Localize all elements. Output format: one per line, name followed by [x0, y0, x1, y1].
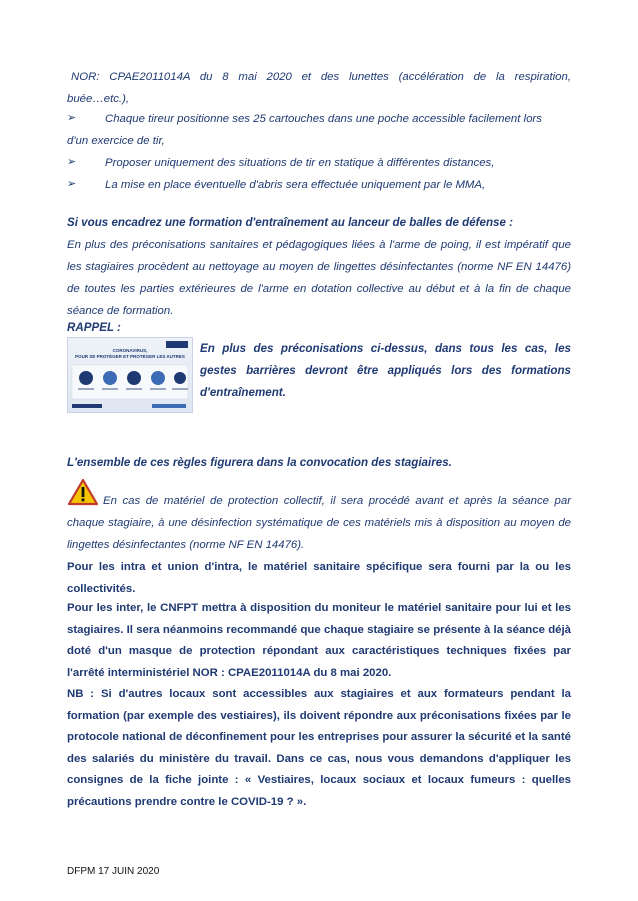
wash-hands-icon — [79, 371, 93, 385]
warning-paragraph: En cas de matériel de protection collectif, il sera procédé avant et après la séance par chaque stagiaire, à une désinfection systématique de ces matériels mis à disposition au moyen de lingettes désinfectantes (norme NF EN 14476). — [67, 495, 571, 551]
bullet-2-text: Proposer uniquement des situations de tir en statique à différentes distances, — [105, 157, 495, 169]
arrow-bullet-icon: ➢ — [67, 112, 77, 124]
poster-footer-logo — [152, 404, 186, 408]
tissue-icon — [127, 371, 141, 385]
poster-title-line-1: CORONAVIRUS, — [112, 348, 148, 353]
cough-elbow-icon — [103, 371, 117, 385]
arrow-bullet-icon: ➢ — [67, 178, 77, 190]
inter-paragraph: Pour les inter, le CNFPT mettra à disposition du moniteur le matériel sanitaire pour lui et les stagiaires. Il sera néanmoins recommandé que chaque stagiaire se présente à la séance déjà doté d'un masque de protection répondant aux caractéristiques techniques fixées par l'arrêté interministériel NOR : CPAE2011014A du 8 mai 2020. — [67, 602, 571, 679]
nb-paragraph: NB : Si d'autres locaux sont accessibles aux stagiaires et aux formateurs pendant la formation (par exemple des vestiaires), ils doivent répondre aux préconisations fixées par le protocole national de déconfinement pour les entreprises pour assurer la sécurité et la santé des salariés du ministère du travail. Dans ce cas, nous vous demandons d'appliquer les consignes de la fiche jointe : « Vestiaires, locaux sociaux et locaux fumeurs : quelles précautions prendre contre le COVID-19 ? ». — [67, 688, 571, 808]
rappel-label: RAPPEL : — [67, 321, 121, 334]
arrow-bullet-icon: ➢ — [67, 156, 77, 168]
intro-paragraph — [67, 66, 571, 110]
poster-title-line-2: POUR SE PROTÉGER ET PROTÉGER LES AUTRES — [75, 354, 185, 359]
poster-footer-logo — [72, 404, 102, 408]
bullet-3-text: La mise en place éventuelle d'abris sera effectuée uniquement par le MMA, — [105, 179, 486, 191]
covid-gestures-poster — [67, 337, 193, 413]
intro-line-1: NOR: CPAE2011014A du 8 mai 2020 et des lunettes (accélération de la respiration, — [71, 71, 571, 83]
footer-date: DFPM 17 JUIN 2020 — [67, 866, 160, 877]
distance-icon — [174, 372, 186, 384]
intro-line-2: buée…etc.), — [67, 93, 130, 105]
convocation-note: L'ensemble de ces règles figurera dans la convocation des stagiaires. — [67, 456, 452, 469]
no-handshake-icon — [151, 371, 165, 385]
bullet-1-line-2: d'un exercice de tir, — [67, 135, 165, 147]
heading-lbd: Si vous encadrez une formation d'entraînement au lanceur de balles de défense : — [67, 216, 514, 229]
poster-icons — [68, 338, 192, 412]
bullet-1-line-1: Chaque tireur positionne ses 25 cartouches dans une poche accessible facilement lors — [105, 113, 542, 125]
rappel-text: En plus des préconisations ci-dessus, dans tous les cas, les gestes barrières devront être appliqués lors des formations d'entraînement. — [200, 342, 571, 399]
intra-paragraph: Pour les intra et union d'intra, le matériel sanitaire spécifique sera fourni par la ou les collectivités. — [67, 561, 571, 595]
paragraph-lbd: En plus des préconisations sanitaires et pédagogiques liées à l'arme de poing, il est impératif que les stagiaires procèdent au nettoyage au moyen de lingettes désinfectantes (norme NF EN 14476) de toutes les parties extérieures de l'arme en dotation collective au début et à la fin de chaque séance de formation. — [67, 239, 571, 317]
